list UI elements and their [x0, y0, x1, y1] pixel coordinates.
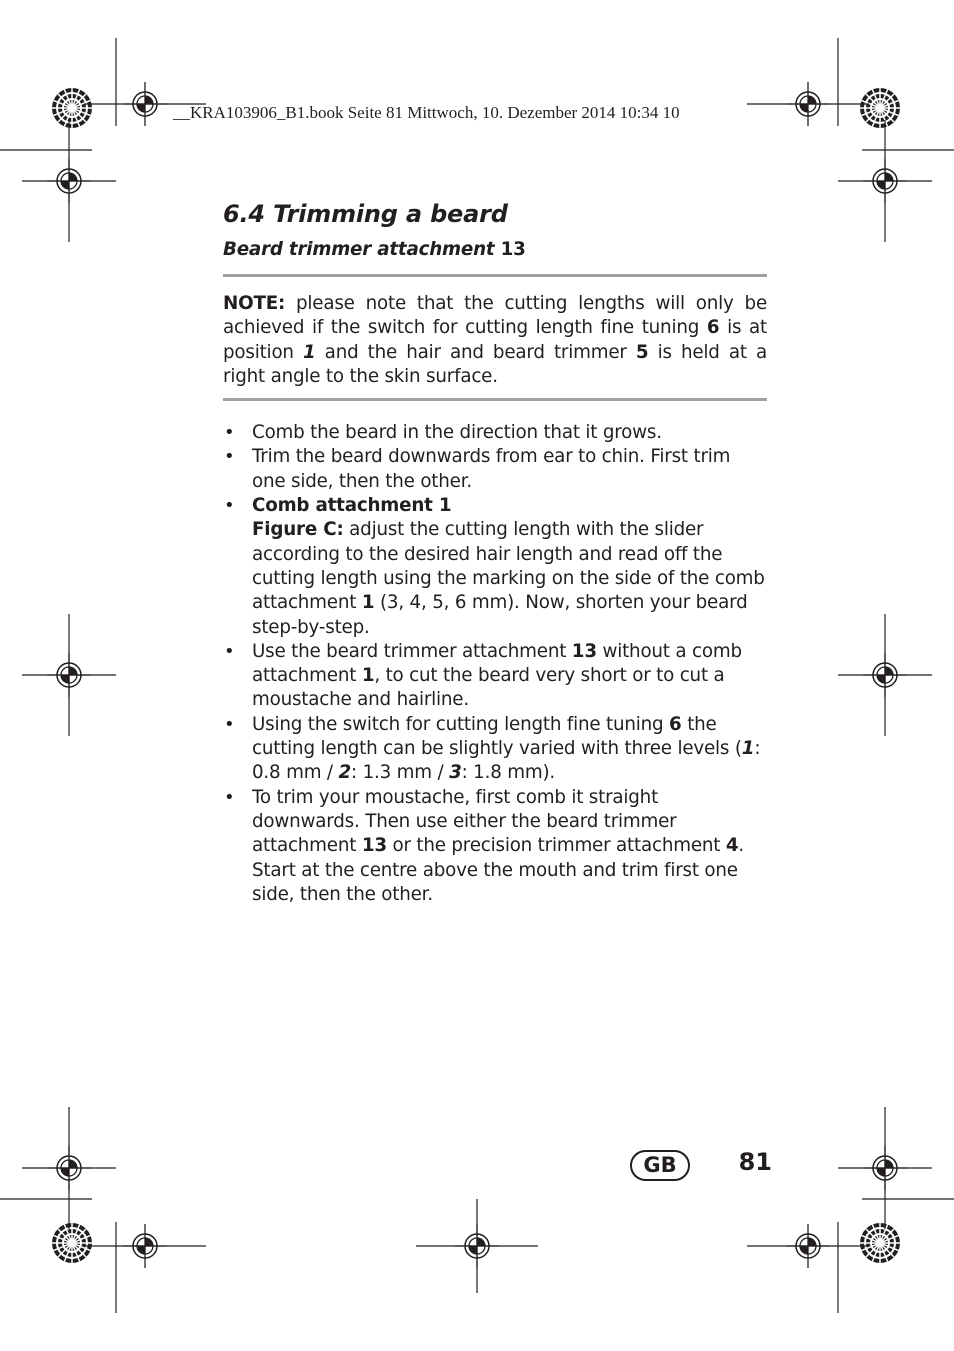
star-target-icon — [860, 1223, 900, 1263]
figure-label: Figure C: — [252, 519, 344, 541]
note-ref: 1 — [302, 341, 316, 363]
list-item-text: : 0.8 mm / — [252, 738, 761, 784]
list-item-text: Using the switch for cutting length fine tuning — [252, 713, 670, 735]
list-item-ref: 4 — [725, 835, 739, 857]
subtitle-text: Beard trimmer attachment — [223, 239, 495, 260]
list-item-ref: 1 — [361, 665, 375, 687]
note-text: and the hair and beard trimmer — [315, 341, 636, 363]
list-item-text: : 1.3 mm / — [351, 762, 450, 784]
note-ref: 5 — [635, 341, 649, 363]
list-item-text: , to cut the beard very short or to cut a moustache and hairline. — [252, 665, 725, 711]
list-item-text: . Start at the centre above the mouth and trim first one side, then the other. — [252, 835, 744, 905]
list-item-text: Comb the beard in the direction that it grows. — [252, 422, 662, 444]
star-target-icon — [860, 88, 900, 128]
list-item — [223, 640, 767, 713]
note-text: is held at a right angle to the skin surface. — [223, 341, 767, 387]
list-item-text: Trim the beard downwards from ear to chin. First trim one side, then the other. — [252, 446, 731, 492]
level-ref: 2 — [338, 762, 352, 784]
list-item-text: or the precision trimmer attachment — [386, 835, 726, 857]
list-item-text: adjust the cutting length with the slider according to the desired hair length and read off the cutting length using the marking on the side of the comb attachment — [252, 519, 765, 614]
list-item — [223, 445, 767, 494]
print-header: __KRA103906_B1.book Seite 81 Mittwoch, 10. Dezember 2014 10:34 10 — [173, 103, 680, 122]
list-item-text: : 1.8 mm). — [461, 762, 556, 784]
page-number: 81 — [738, 1148, 772, 1176]
list-item-ref: 1 — [361, 592, 375, 614]
note-text: please note that the cutting lengths will only be achieved if the switch for cutting length fine tuning — [223, 293, 767, 339]
language-badge: GB — [630, 1150, 690, 1181]
section-title: 6.4 Trimming a beard — [223, 200, 508, 228]
main-content — [223, 197, 767, 907]
star-target-icon — [52, 1223, 92, 1263]
note-text: is at position — [223, 317, 767, 363]
list-item-ref: 6 — [669, 713, 682, 735]
subtitle-ref: 13 — [500, 239, 526, 260]
list-item-text: (3, 4, 5, 6 mm). Now, shorten your beard step-by-step. — [252, 592, 748, 638]
star-target-icon — [52, 88, 92, 128]
note-label: NOTE: — [223, 293, 286, 314]
note-box — [223, 292, 767, 389]
list-item — [223, 786, 767, 907]
level-ref: 1 — [741, 738, 755, 760]
list-item-text: the cutting length can be slightly varied with three levels ( — [252, 713, 742, 760]
list-item-text: To trim your moustache, first comb it straight downwards. Then use either the beard trimmer attachment — [252, 786, 677, 857]
level-ref: 3 — [449, 762, 462, 784]
list-item — [223, 494, 767, 640]
list-item-ref: 13 — [571, 640, 597, 662]
list-item-text: Use the beard trimmer attachment — [252, 640, 572, 662]
divider-bottom — [223, 398, 767, 401]
list-item — [223, 713, 767, 786]
divider-top — [223, 274, 767, 277]
section-subtitle — [223, 238, 767, 262]
list-item — [223, 421, 767, 445]
note-ref: 6 — [706, 317, 720, 339]
list-item-ref: 13 — [361, 835, 387, 857]
list-item-heading: Comb attachment 1 — [252, 495, 452, 517]
list-item-text: without a comb attachment — [252, 640, 742, 687]
instruction-list — [223, 421, 767, 907]
